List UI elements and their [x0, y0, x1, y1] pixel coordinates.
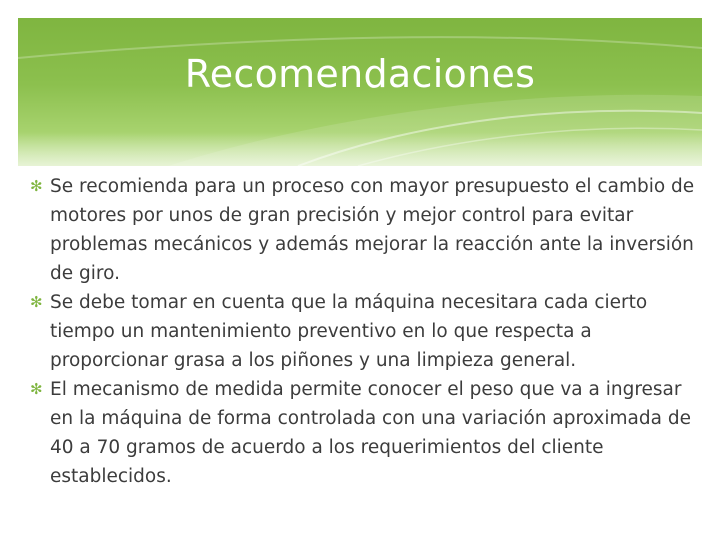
list-item	[30, 375, 700, 491]
list-item	[30, 172, 700, 288]
slide-title: Recomendaciones	[184, 52, 536, 96]
bullet-text: Se recomienda para un proceso con mayor presupuesto el cambio de motores por unos de gran precisión y mejor control para evitar problemas mecánicos y además mejorar la reacción ante la inversión de giro.	[50, 176, 695, 284]
asterisk-icon: ✻	[30, 380, 43, 398]
list-item	[30, 288, 700, 375]
asterisk-icon: ✻	[30, 177, 43, 195]
bullet-text: El mecanismo de medida permite conocer el peso que va a ingresar en la máquina de forma controlada con una variación aproximada de 40 a 70 gramos de acuerdo a los requerimientos del cliente establecidos.	[50, 379, 691, 487]
banner-fade	[18, 132, 702, 166]
bullet-text: Se debe tomar en cuenta que la máquina necesitara cada cierto tiempo un mantenimiento preventivo en lo que respecta a proporcionar grasa a los piñones y una limpieza general.	[50, 292, 648, 371]
asterisk-icon: ✻	[30, 293, 43, 311]
bullet-list	[30, 172, 700, 491]
